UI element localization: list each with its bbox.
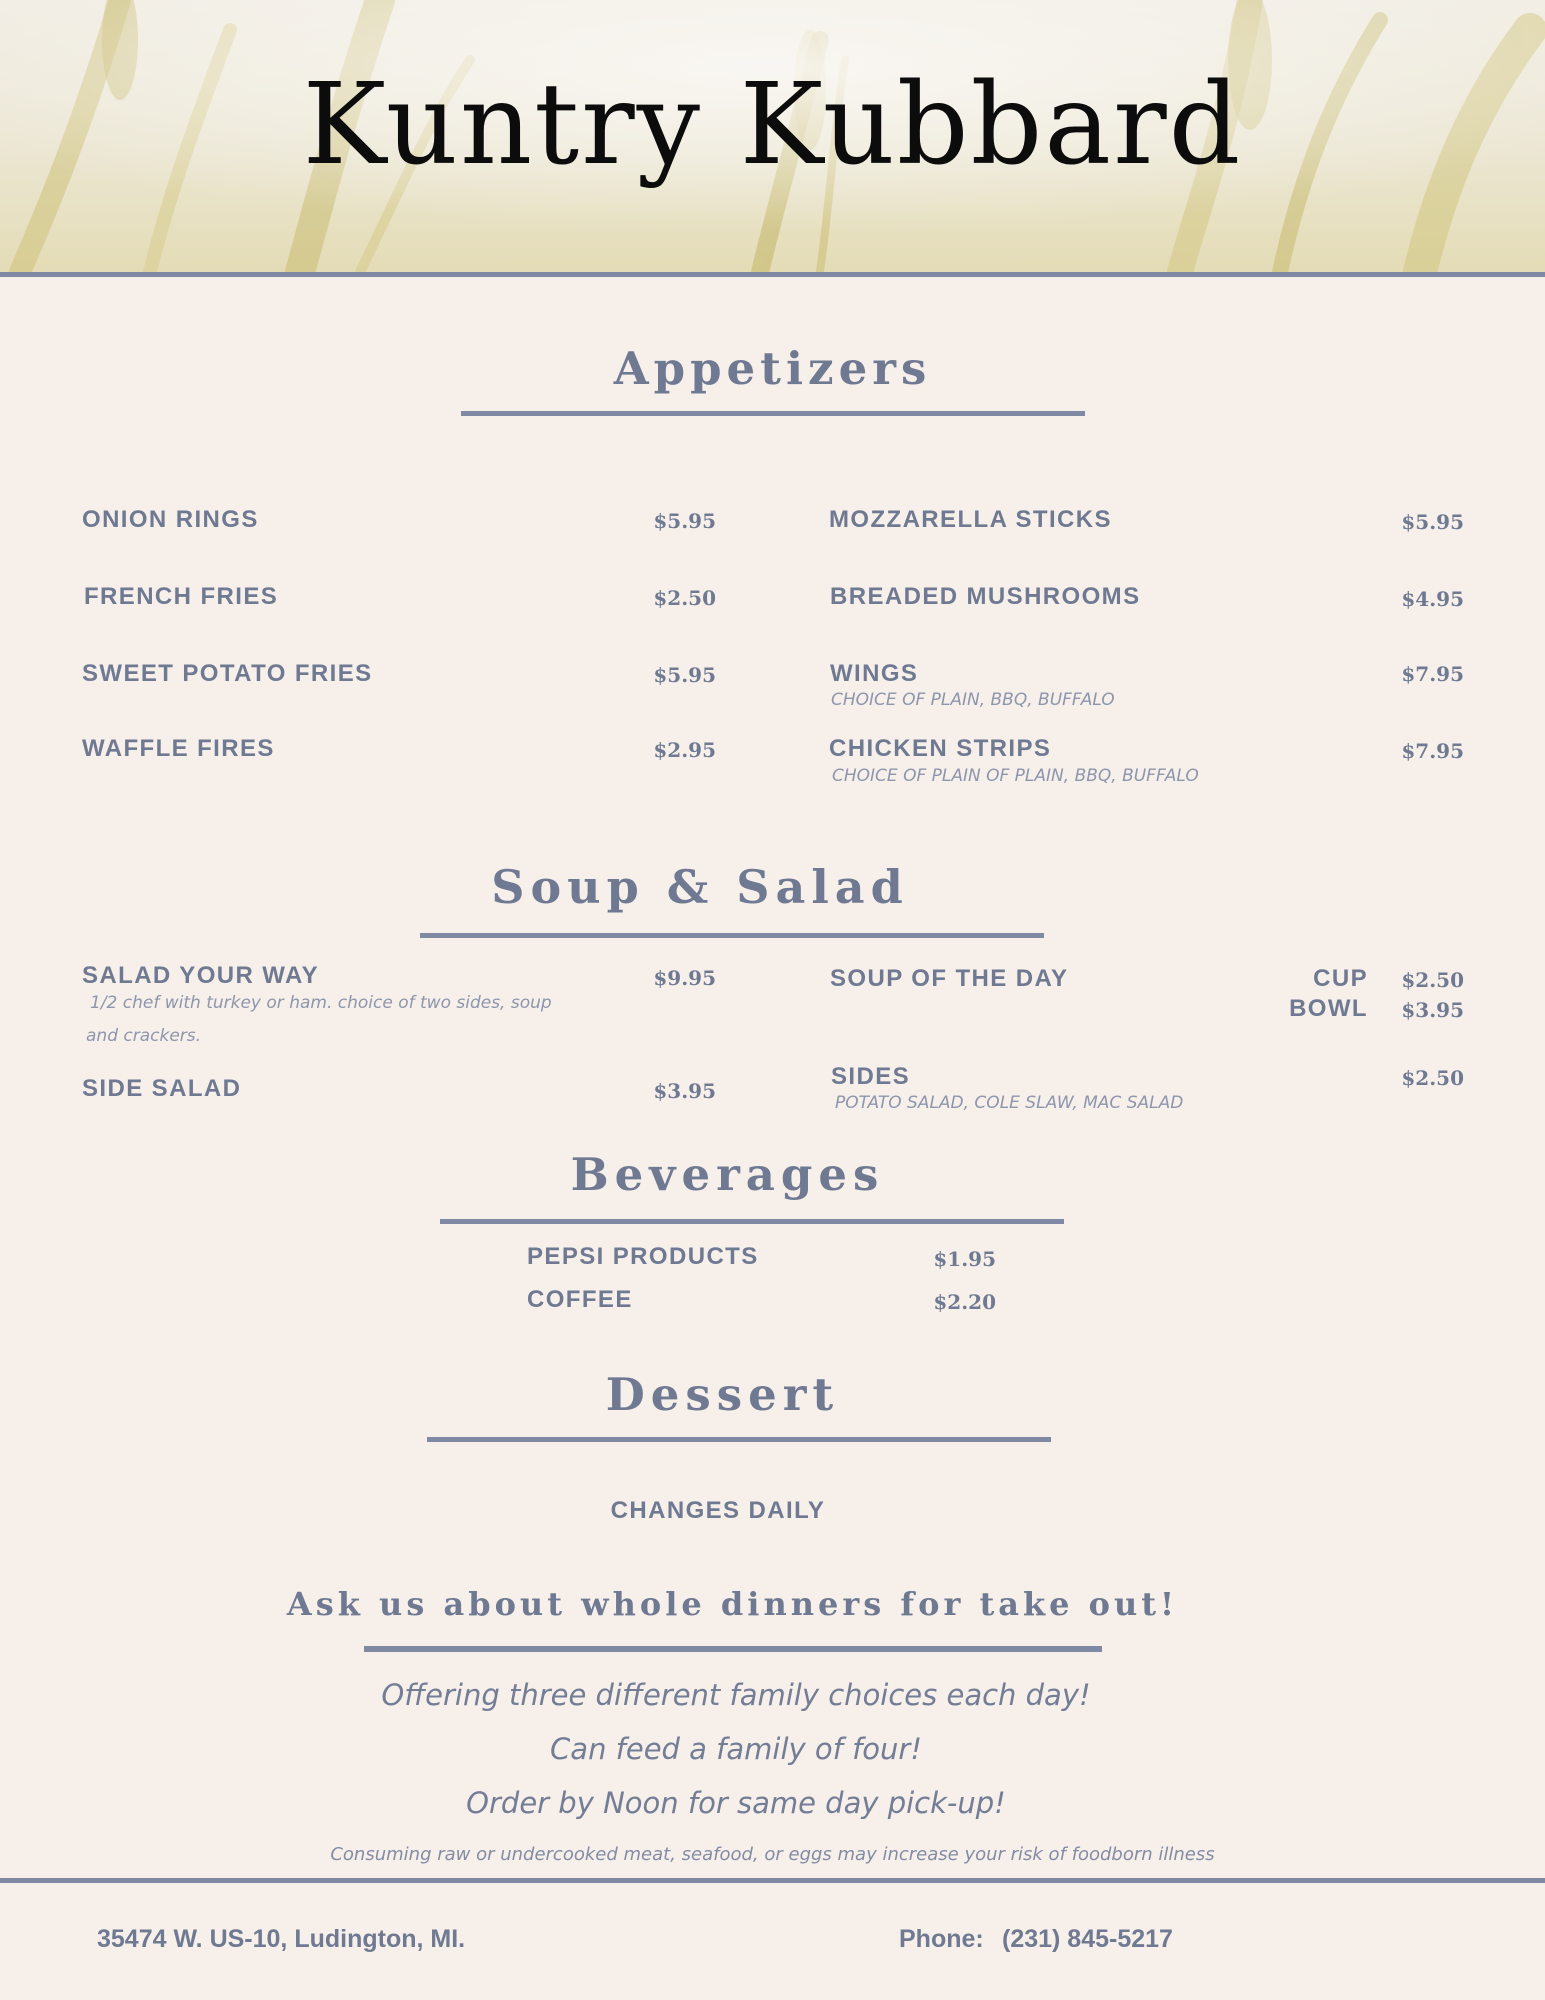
menu-item-note: and crackers. [86, 1026, 202, 1046]
promo-line: Order by Noon for same day pick-up! [466, 1786, 1006, 1820]
menu-item-price: $2.95 [653, 738, 716, 762]
footer-address: 35474 W. US-10, Ludington, MI. [97, 1925, 466, 1953]
menu-item-name: FRENCH FRIES [84, 583, 279, 610]
header-divider [0, 272, 1545, 277]
menu-item-price: $9.95 [653, 966, 716, 990]
footer-phone-label: Phone: [899, 1925, 984, 1953]
cup-label: CUP [1313, 965, 1368, 992]
beverages-underline [440, 1219, 1064, 1224]
soup-salad-underline [420, 933, 1044, 938]
bowl-label: BOWL [1289, 995, 1368, 1022]
menu-item-name: SALAD YOUR WAY [82, 962, 319, 989]
menu-item-price: $5.95 [653, 509, 716, 533]
menu-item-price: $2.20 [933, 1290, 996, 1314]
cup-price: $2.50 [1401, 968, 1464, 992]
section-title-beverages: Beverages [570, 1148, 885, 1201]
menu-item-name: CHICKEN STRIPS [829, 735, 1052, 762]
menu-item-name: SWEET POTATO FRIES [82, 660, 373, 687]
menu-item-name: ONION RINGS [82, 506, 259, 533]
menu-item-name: SIDES [831, 1063, 911, 1090]
promo-line: Can feed a family of four! [550, 1732, 922, 1766]
menu-item-note: CHOICE OF PLAIN, BBQ, BUFFALO [831, 690, 1115, 710]
bowl-price: $3.95 [1401, 998, 1464, 1022]
menu-item-name: WINGS [830, 660, 919, 687]
menu-item-price: $3.95 [653, 1079, 716, 1103]
menu-item-price: $5.95 [1401, 510, 1464, 534]
section-title-appetizers: Appetizers [613, 342, 932, 395]
take-out-heading: Ask us about whole dinners for take out! [286, 1585, 1179, 1623]
menu-item-price: $7.95 [1401, 662, 1464, 686]
menu-item-price: $2.50 [653, 586, 716, 610]
restaurant-title: Kuntry Kubbard [302, 60, 1243, 190]
menu-item-name: COFFEE [527, 1286, 633, 1313]
menu-item-price: $7.95 [1401, 739, 1464, 763]
dessert-underline [427, 1437, 1051, 1442]
menu-item-note: POTATO SALAD, COLE SLAW, MAC SALAD [835, 1093, 1184, 1113]
health-disclaimer: Consuming raw or undercooked meat, seafood, or eggs may increase your risk of foodborn illness [330, 1844, 1215, 1865]
dessert-note: CHANGES DAILY [610, 1497, 826, 1524]
menu-item-name: BREADED MUSHROOMS [830, 583, 1141, 610]
menu-item-note: 1/2 chef with turkey or ham. choice of two sides, soup [90, 993, 552, 1013]
appetizers-underline [461, 411, 1085, 416]
menu-item-price: $5.95 [653, 663, 716, 687]
footer-phone: (231) 845-5217 [1002, 1925, 1173, 1953]
menu-item-price: $4.95 [1401, 587, 1464, 611]
menu-item-price: $1.95 [933, 1247, 996, 1271]
section-title-dessert: Dessert [605, 1368, 840, 1421]
footer-divider [0, 1878, 1545, 1883]
menu-item-name: SIDE SALAD [82, 1075, 242, 1102]
menu-item-price: $2.50 [1401, 1066, 1464, 1090]
section-title-soup-salad: Soup & Salad [491, 860, 909, 914]
menu-item-name: WAFFLE FIRES [82, 735, 275, 762]
menu-item-note: CHOICE OF PLAIN OF PLAIN, BBQ, BUFFALO [832, 766, 1199, 786]
menu-item-name: MOZZARELLA STICKS [829, 506, 1112, 533]
menu-item-name: PEPSI PRODUCTS [527, 1243, 759, 1270]
take-out-underline [364, 1646, 1102, 1652]
promo-line: Offering three different family choices each day! [381, 1678, 1091, 1712]
header-banner [0, 0, 1545, 272]
menu-item-name: SOUP OF THE DAY [830, 965, 1069, 992]
